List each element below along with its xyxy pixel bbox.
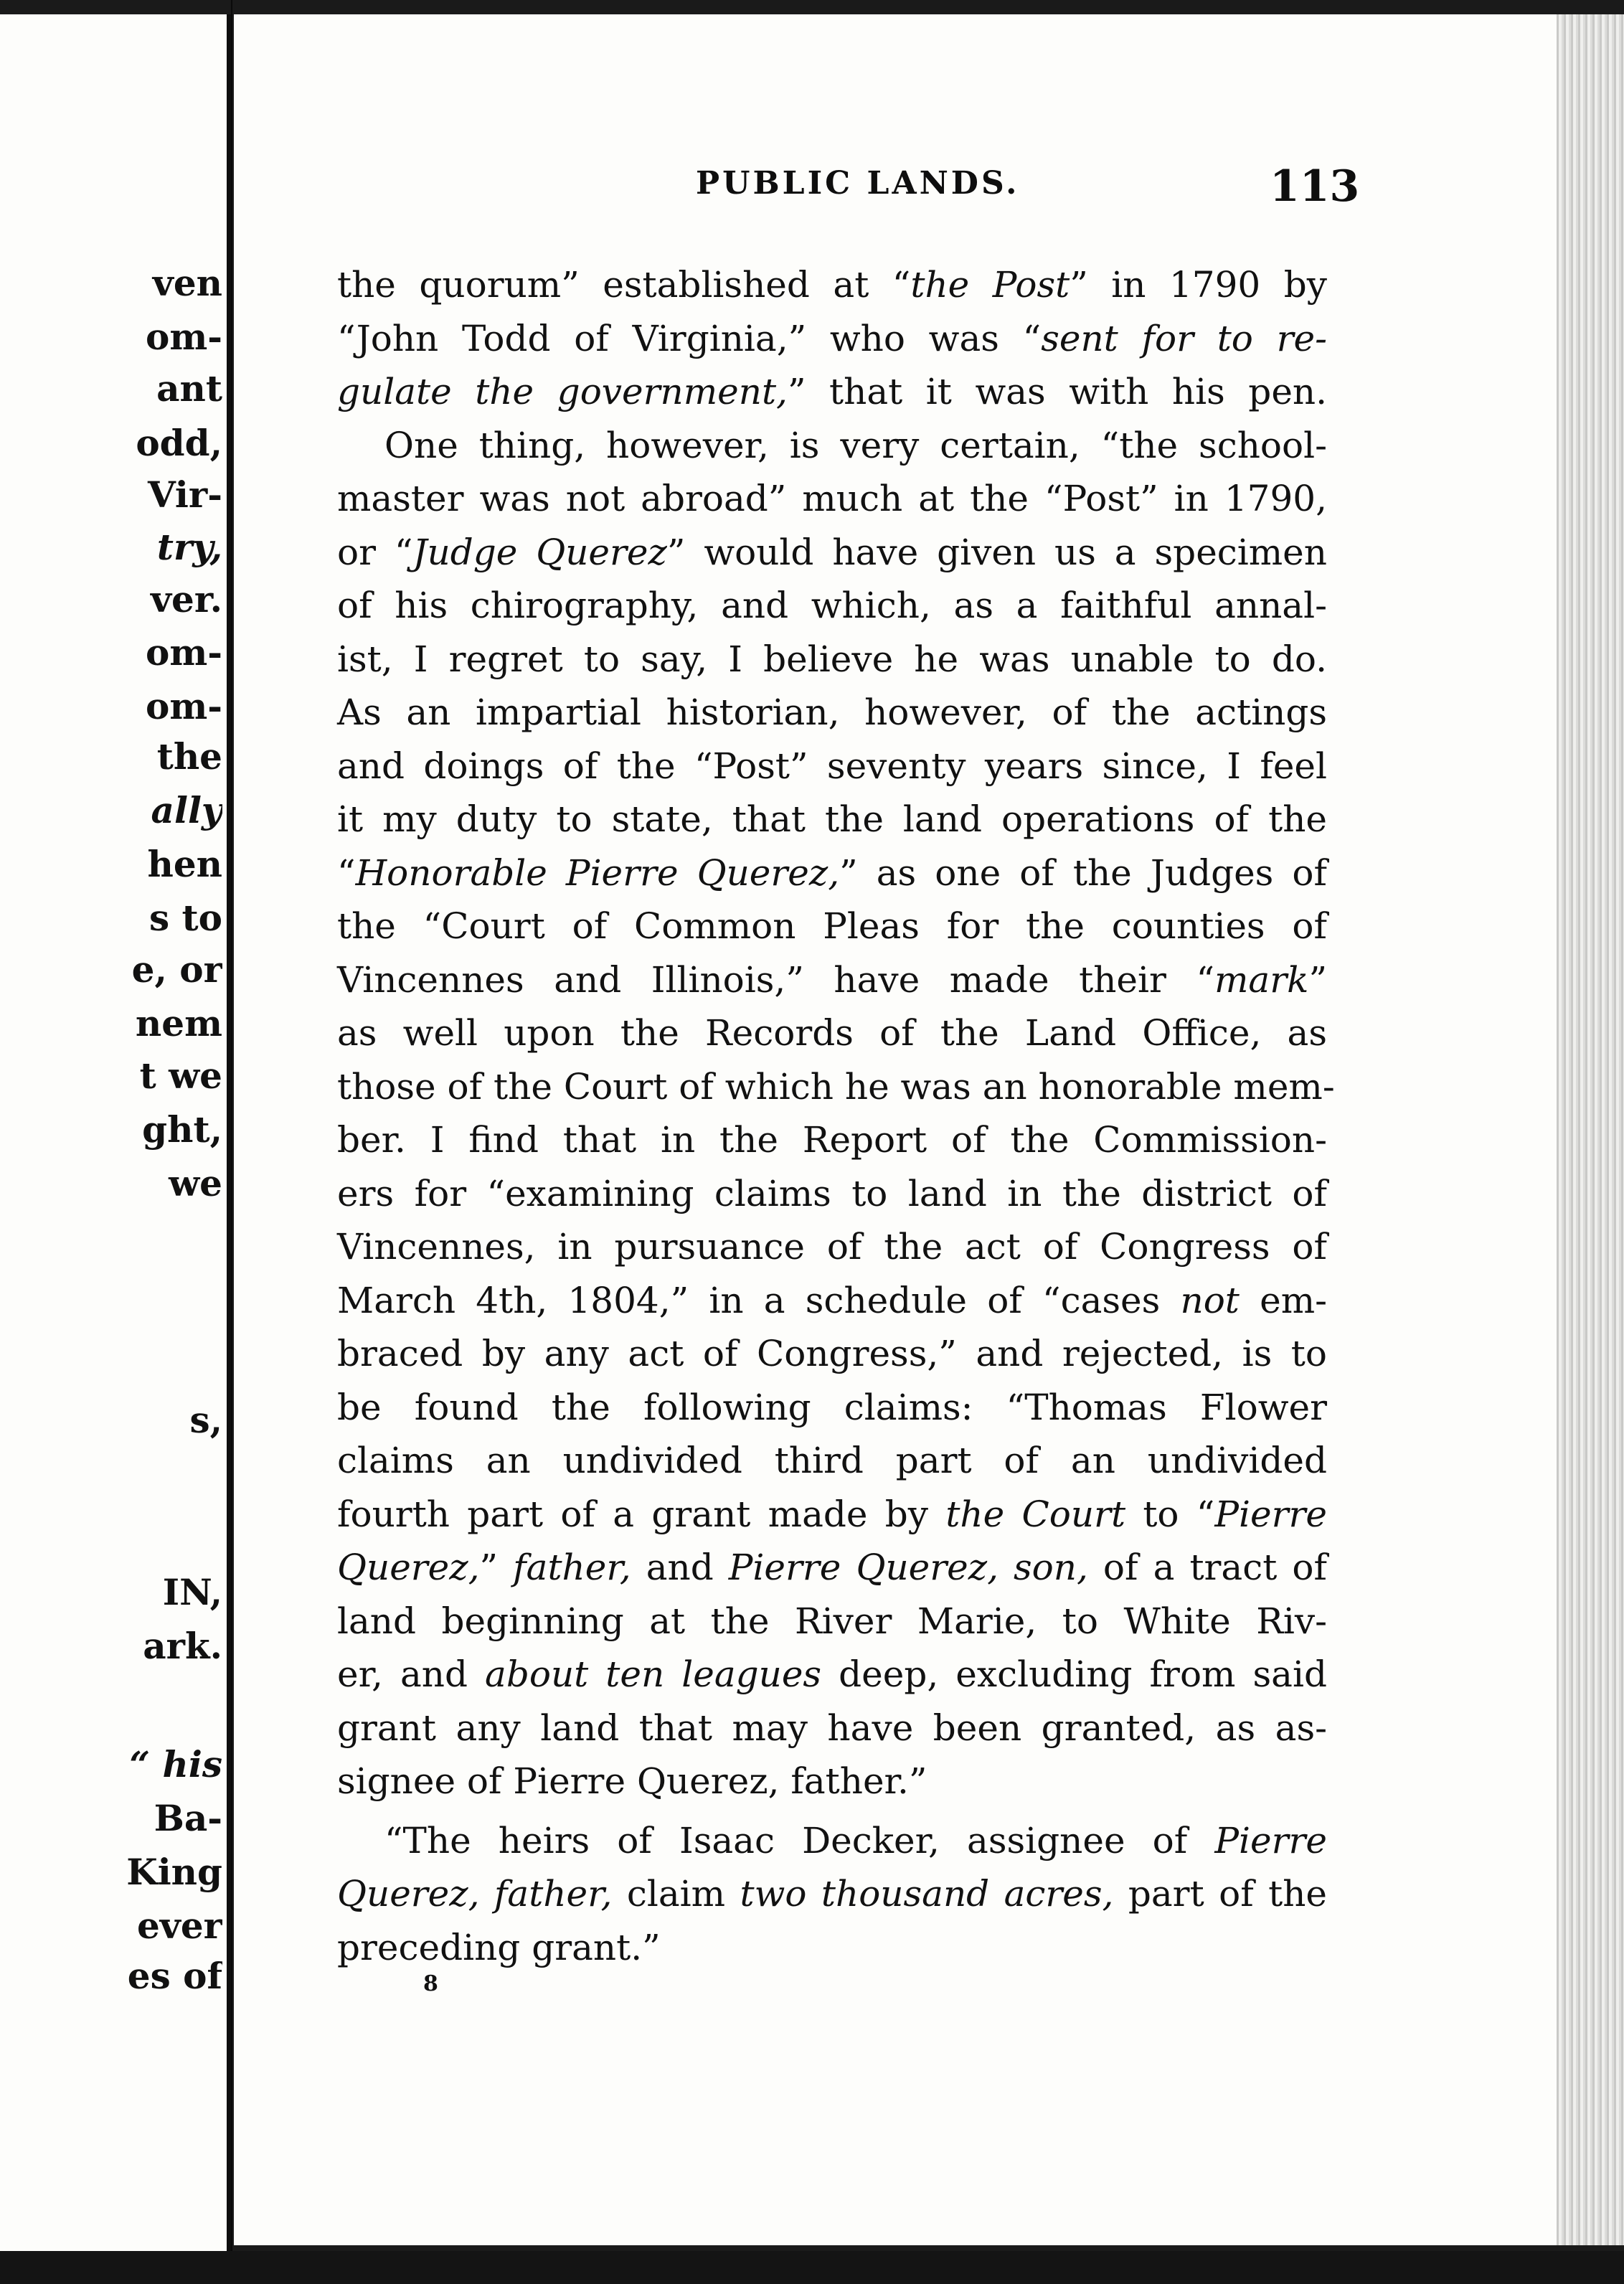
left-page-line: t we bbox=[139, 1054, 222, 1097]
scanner-bottom-band bbox=[0, 2251, 1624, 2284]
page-gutter bbox=[231, 0, 232, 2284]
italic-segment: the Post bbox=[910, 264, 1070, 306]
left-page-line: Ba- bbox=[154, 1797, 222, 1839]
left-page-line: om- bbox=[145, 631, 222, 674]
text-segment: ber. I find that in the Report of the Commission- bbox=[337, 1119, 1327, 1161]
italic-segment: two thousand acres, bbox=[740, 1873, 1114, 1915]
text-segment: er, and bbox=[337, 1653, 486, 1695]
text-segment: and bbox=[631, 1547, 729, 1588]
text-line bbox=[337, 1541, 1327, 1595]
text-segment: ” would have given us a specimen bbox=[666, 531, 1327, 573]
text-line bbox=[337, 1006, 1327, 1060]
text-line bbox=[337, 1327, 1327, 1381]
text-segment: ” bbox=[1308, 958, 1327, 1001]
text-line bbox=[337, 1814, 1327, 1868]
text-line bbox=[337, 633, 1327, 686]
text-segment: ” bbox=[479, 1547, 514, 1588]
italic-segment: sent for to re- bbox=[1041, 317, 1327, 359]
text-segment: As an impartial historian, however, of the actings bbox=[337, 692, 1327, 733]
text-segment: deep, excluding from said bbox=[821, 1653, 1327, 1695]
left-page-line: ght, bbox=[142, 1108, 222, 1151]
left-page-line: odd, bbox=[136, 422, 222, 464]
text-segment: ers for “examining claims to land in the district of bbox=[337, 1172, 1327, 1214]
text-line bbox=[337, 1648, 1327, 1702]
left-page-line: nem bbox=[135, 1002, 222, 1044]
text-line bbox=[337, 1755, 1327, 1808]
signature-mark: 8 bbox=[423, 1971, 438, 1996]
left-page-line: Vir- bbox=[147, 473, 222, 516]
italic-segment: Querez, father, bbox=[337, 1873, 613, 1915]
text-line bbox=[337, 1434, 1327, 1488]
left-page-line: s, bbox=[189, 1399, 222, 1441]
text-line bbox=[337, 472, 1327, 526]
text-segment: as well upon the Records of the Land Office, as bbox=[337, 1012, 1327, 1054]
italic-segment: Pierre bbox=[1214, 1819, 1327, 1861]
text-segment: claims an undivided third part of an undivided bbox=[337, 1440, 1327, 1481]
italic-segment: Pierre bbox=[1214, 1493, 1327, 1535]
text-segment: it my duty to state, that the land operations of the bbox=[337, 798, 1327, 840]
text-segment: part of the bbox=[1113, 1873, 1328, 1915]
text-segment: the “Court of Common Pleas for the counties of bbox=[337, 905, 1327, 947]
text-segment: claim bbox=[612, 1873, 740, 1915]
text-segment: grant any land that may have been granted, as as- bbox=[337, 1707, 1327, 1749]
left-page-line: the bbox=[156, 735, 222, 778]
left-page-line: e, or bbox=[131, 948, 222, 991]
left-page-fragment bbox=[0, 14, 231, 2260]
text-segment: those of the Court of which he was an honorable mem- bbox=[337, 1065, 1335, 1108]
text-segment: ” that it was with his pen. bbox=[787, 371, 1327, 412]
text-segment: Vincennes and Illinois,” have made their “ bbox=[337, 958, 1215, 1001]
text-line bbox=[337, 1867, 1327, 1921]
italic-segment: Honorable Pierre Querez, bbox=[355, 851, 840, 894]
text-segment: and doings of the “Post” seventy years since, I feel bbox=[337, 745, 1327, 787]
left-page-line: ven bbox=[152, 262, 222, 304]
text-segment: “John Todd of Virginia,” who was “ bbox=[337, 317, 1042, 359]
left-page-line: ver. bbox=[150, 578, 222, 620]
body-text bbox=[337, 258, 1335, 1974]
text-segment: land beginning at the River Marie, to White Riv- bbox=[337, 1600, 1327, 1642]
text-line bbox=[337, 1220, 1327, 1274]
text-line bbox=[337, 1702, 1327, 1755]
left-page-line: om- bbox=[145, 316, 222, 358]
text-line bbox=[337, 1921, 1327, 1975]
text-segment: master was not abroad” much at the “Post” in 1790, bbox=[337, 478, 1327, 519]
left-page-line: King bbox=[126, 1851, 222, 1893]
italic-segment: Pierre Querez, son, bbox=[728, 1547, 1088, 1588]
left-page-line: s to bbox=[148, 897, 222, 939]
text-line bbox=[337, 1060, 1335, 1114]
italic-segment: about ten leagues bbox=[485, 1653, 822, 1695]
text-line bbox=[337, 365, 1327, 419]
left-page-line: hen bbox=[147, 843, 222, 885]
italic-segment: gulate the government, bbox=[337, 371, 788, 412]
text-line bbox=[337, 1488, 1327, 1542]
text-segment: be found the following claims: “Thomas Flower bbox=[337, 1386, 1327, 1428]
text-segment: “ bbox=[337, 851, 356, 894]
text-segment: Vincennes, in pursuance of the act of Congress of bbox=[337, 1226, 1327, 1268]
left-page-line: “ his bbox=[129, 1743, 222, 1785]
text-segment: March 4th, 1804,” in a schedule of “cases bbox=[337, 1279, 1181, 1321]
page-edge-stack bbox=[1557, 14, 1624, 2245]
text-segment: braced by any act of Congress,” and rejected, is to bbox=[337, 1333, 1327, 1374]
running-title: PUBLIC LANDS. bbox=[696, 165, 1020, 202]
text-segment: preceding grant.” bbox=[337, 1926, 661, 1968]
text-line bbox=[337, 419, 1327, 473]
italic-segment: the Court bbox=[945, 1493, 1126, 1535]
text-line bbox=[337, 953, 1327, 1007]
page-number: 113 bbox=[1270, 161, 1360, 212]
text-segment: signee of Pierre Querez, father.” bbox=[337, 1760, 927, 1802]
text-line bbox=[337, 900, 1327, 953]
left-page-line: ant bbox=[156, 367, 222, 410]
left-page-line: ally bbox=[151, 789, 222, 831]
text-line bbox=[337, 793, 1327, 846]
text-line bbox=[337, 686, 1327, 740]
italic-segment: Querez, bbox=[337, 1547, 480, 1588]
text-segment: of a tract of bbox=[1087, 1547, 1327, 1588]
italic-segment: mark bbox=[1214, 958, 1309, 1001]
text-line bbox=[337, 258, 1327, 312]
text-segment: fourth part of a grant made by bbox=[337, 1493, 946, 1535]
italic-segment: father, bbox=[513, 1547, 631, 1588]
text-segment: ist, I regret to say, I believe he was unable to do. bbox=[337, 638, 1327, 680]
left-page-line: om- bbox=[145, 685, 222, 727]
left-page-line: try, bbox=[156, 526, 222, 568]
text-segment: or “ bbox=[337, 531, 413, 573]
text-line bbox=[337, 579, 1327, 633]
text-line bbox=[337, 1381, 1327, 1435]
text-segment: of his chirography, and which, as a faithful annal- bbox=[337, 585, 1327, 626]
text-line bbox=[337, 846, 1327, 900]
italic-segment: Judge Querez bbox=[412, 531, 667, 573]
text-line bbox=[337, 1274, 1327, 1328]
text-line bbox=[337, 1113, 1327, 1167]
text-segment: em- bbox=[1239, 1279, 1327, 1321]
text-line bbox=[337, 1167, 1327, 1221]
text-segment: the quorum” established at “ bbox=[337, 264, 911, 306]
left-page-line: IN, bbox=[162, 1571, 222, 1613]
left-page-line: ever bbox=[136, 1905, 222, 1947]
text-line bbox=[337, 740, 1327, 793]
left-page-line: we bbox=[169, 1162, 222, 1204]
text-segment: to “ bbox=[1125, 1493, 1215, 1535]
left-page-line: es of bbox=[127, 1955, 222, 1997]
text-segment: “The heirs of Isaac Decker, assignee of bbox=[384, 1819, 1215, 1861]
italic-segment: not bbox=[1180, 1279, 1240, 1321]
text-segment: ” as one of the Judges of bbox=[839, 851, 1327, 894]
text-segment: One thing, however, is very certain, “the school- bbox=[384, 424, 1327, 466]
text-line bbox=[337, 526, 1327, 580]
left-page-line: ark. bbox=[143, 1625, 222, 1667]
text-segment: ” in 1790 by bbox=[1070, 264, 1328, 306]
text-line bbox=[337, 1595, 1327, 1648]
text-line bbox=[337, 312, 1327, 366]
